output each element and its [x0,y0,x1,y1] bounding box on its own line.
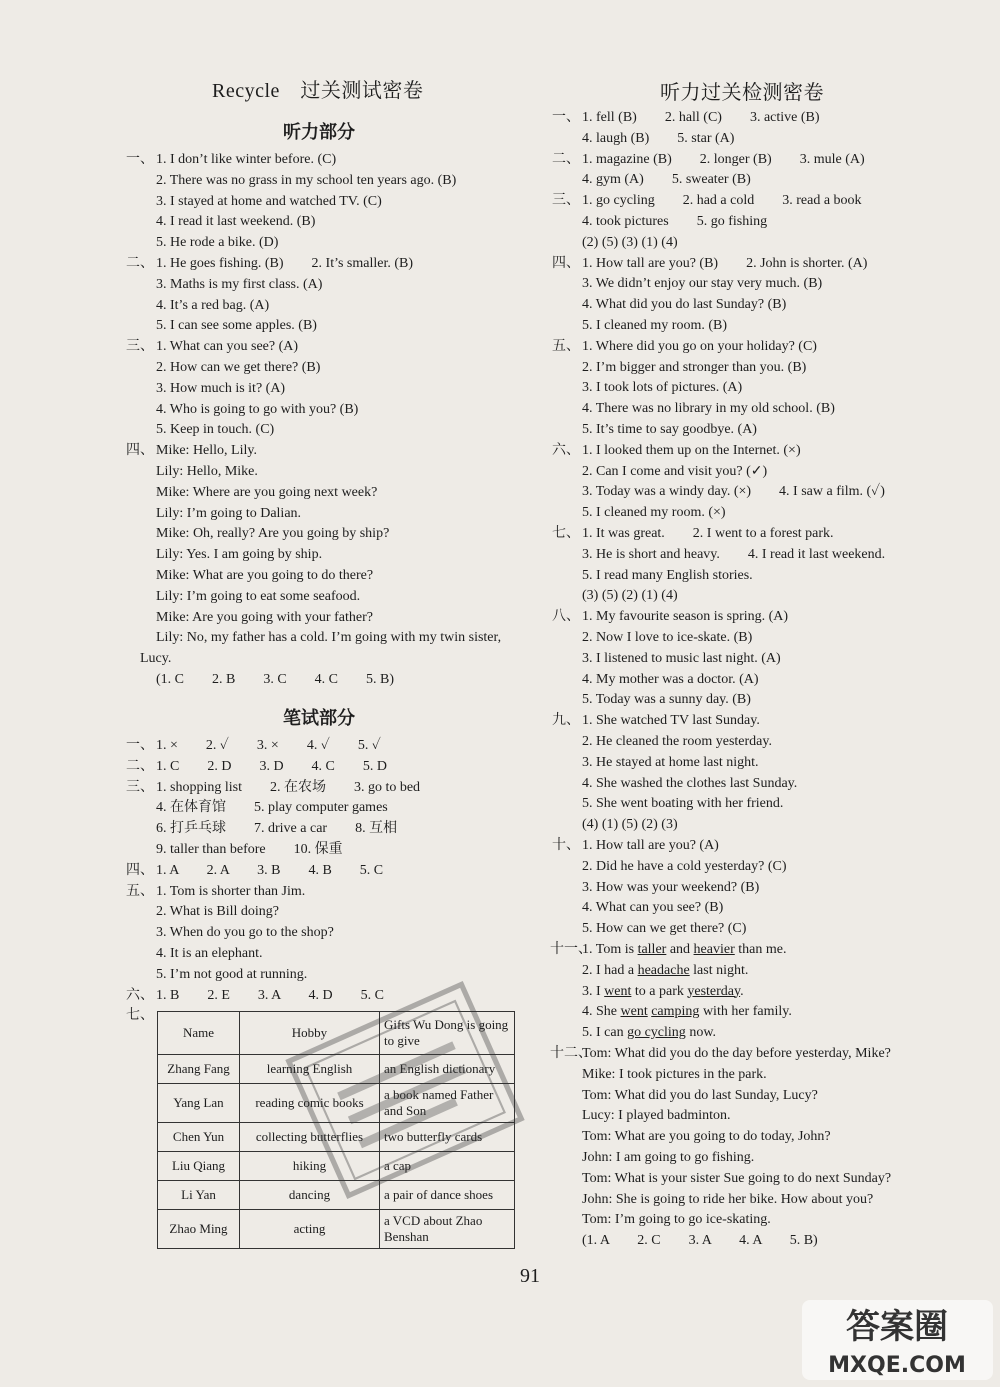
answer-line [124,882,305,903]
answer-text: Tom: What did you do the day before yesterday, Mike? [582,1046,891,1061]
question-number: 十、 [552,838,580,853]
question-number: 一、 [552,110,580,125]
answer-text: 5. I can see some apples. (B) [156,318,317,334]
answer-line [124,524,389,545]
answer-text: 5. It’s time to say goodbye. (A) [582,422,757,437]
answer-line [550,1231,818,1252]
question-number: 三、 [552,193,580,209]
answer-line [124,944,263,965]
answer-line [124,296,269,317]
answer-text: Mike: What are you going to do there? [156,568,374,583]
answer-text: Lily: I’m going to eat some seafood. [156,588,361,604]
answer-text: 1. How tall are you? (A) [582,838,719,853]
question-number: 三、 [126,779,154,795]
answer-line [550,482,885,503]
underlined-word: went [620,1004,648,1020]
underlined-word: heavier [693,942,735,957]
answer-line [550,753,759,774]
answer-text: (3) (5) (2) (1) (4) [582,588,678,604]
table-row [158,1123,515,1152]
table-cell: Li Yan [158,1181,240,1210]
answer-text: 4. What can you see? (B) [582,900,724,916]
table-cell: an English dictionary [380,1055,515,1084]
answer-line [550,898,723,919]
table-row [158,1210,515,1249]
table-cell: Zhao Ming [158,1210,240,1249]
answer-text: 1. C 2. D 3. D 4. C 5. D [156,758,388,774]
answer-text: Lily: No, my father has a cold. I’m going with my twin sister, [156,630,502,646]
answer-line [550,524,834,545]
answer-text: 1. B 2. E 3. A 4. D 5. C [156,987,384,1003]
answer-text: 5. I cleaned my room. (B) [582,318,728,333]
answer-text: 4. What did you do last Sunday? (B) [582,297,787,313]
table-cell: two butterfly cards [380,1123,515,1152]
table-header-cell: Gifts Wu Dong is going to give [380,1012,515,1055]
answer-text: 5. She went boating with her friend. [582,796,784,812]
answer-text: 4. Who is going to go with you? (B) [156,401,359,417]
answer-line [550,836,719,857]
answer-text: 3. I took lots of pictures. (A) [582,380,743,396]
answer-text: 1. I don’t like winter before. (C) [156,152,337,167]
question-number: 九、 [552,713,580,729]
answer-text: Lily: Yes. I am going by ship. [156,547,323,563]
answer-line [550,1127,831,1148]
answer-text: 5. I can [582,1025,628,1041]
answer-text: 1. I looked them up on the Internet. (×) [582,442,801,458]
table-cell: learning English [240,1055,380,1084]
answer-line [124,275,322,296]
answer-line [550,878,759,899]
answer-text: (1. A 2. C 3. A 4. A 5. B) [582,1233,818,1249]
table-cell: collecting butterflies [240,1123,380,1152]
answer-line [124,504,301,525]
answer-line [550,628,752,649]
table-cell: Liu Qiang [158,1152,240,1181]
answer-line [550,1169,891,1190]
answer-line [124,192,382,213]
answer-line [124,545,322,566]
answer-text: 2. What is Bill doing? [156,904,280,920]
answer-text: 2. Now I love to ice-skate. (B) [582,630,753,645]
underlined-word: taller [637,942,667,957]
answer-text: 3. How much is it? (A) [156,380,286,396]
answer-text: 5. I’m not good at running. [156,966,308,982]
answer-line [550,815,678,836]
answer-text: 1. magazine (B) 2. longer (B) 3. mule (A) [582,151,865,167]
question-number: 一、 [126,152,154,167]
answer-text: 1. How tall are you? (B) 2. John is shorter. (A) [582,255,868,271]
answer-text: 1. shopping list 2. 在农场 3. go to bed [156,779,421,795]
answer-line [550,503,726,524]
answer-line [550,794,783,815]
answer-line [550,586,678,607]
answer-text: John: I am going to go fishing. [582,1150,755,1165]
answer-line [550,129,734,150]
answer-line [550,274,822,295]
answer-line [550,1065,767,1086]
answer-line [124,628,501,649]
answer-text: . [740,983,744,999]
page-number: 91 [520,1265,540,1287]
answer-text: 4. There was no library in my old school. (B) [582,401,835,417]
answer-text: 2. He cleaned the room yesterday. [582,734,772,749]
question-number: 四、 [126,862,154,878]
table-cell: Yang Lan [158,1084,240,1123]
answer-line [550,191,862,212]
answer-line [550,982,744,1003]
section-heading-listening: 听力部分 [283,122,355,142]
answer-text: John: She is going to ride her bike. How about you? [582,1191,874,1207]
table-row [158,1181,515,1210]
answer-text: 3. Today was a windy day. (×) 4. I saw a film. (✓) [582,484,885,500]
answer-line [124,986,384,1007]
answer-text: now. [685,1025,717,1041]
answer-text: 1. go cycling 2. had a cold 3. read a book [582,193,862,209]
answer-line [124,798,388,819]
question-number: 六、 [552,442,580,458]
table-cell: Zhang Fang [158,1055,240,1084]
table-cell: dancing [240,1181,380,1210]
answer-line [124,150,336,171]
answer-line [550,1044,891,1065]
answer-text: 4. She washed the clothes last Sunday. [582,775,798,791]
answer-line [124,233,278,254]
answer-line [124,483,377,504]
table-cell: hiking [240,1152,380,1181]
answer-text: 3. He is short and heavy. 4. I read it last weekend. [582,546,886,562]
answer-text: Tom: What is your sister Sue going to do next Sunday? [582,1170,892,1186]
question-number: 四、 [126,443,154,459]
answer-text: 5. I cleaned my room. (×) [582,505,726,521]
answer-text: 2. There was no grass in my school ten years ago. (B) [156,172,457,188]
answer-line [124,441,257,462]
answer-line [124,462,258,483]
answer-line [124,778,420,799]
answer-line [550,212,767,233]
answer-text: Mike: Hello, Lily. [156,443,257,459]
answer-text: Mike: Are you going with your father? [156,609,373,625]
question-number: 十一、 [550,942,592,957]
answer-line [550,545,885,566]
answer-line [550,254,867,275]
answer-text: 2. I had a [582,962,638,978]
answer-line [550,857,786,878]
answer-line [124,757,387,778]
answer-text: 4. It is an elephant. [156,946,263,961]
underlined-word: camping [651,1004,700,1020]
answer-line [124,923,334,944]
table-header-cell: Hobby [240,1012,380,1055]
table-row [158,1084,515,1123]
answer-line [550,690,751,711]
table-cell: acting [240,1210,380,1249]
answer-text: to a park [631,983,688,999]
answer-line [124,819,397,840]
answer-line [550,961,748,982]
answer-line [124,379,285,400]
underlined-word: go cycling [627,1025,686,1041]
answer-line [124,840,343,861]
answer-text: Lucy. [140,651,172,667]
answer-line [124,420,274,441]
answer-text: 5. I read many English stories. [582,567,753,583]
answer-text: 3. I [582,983,605,999]
answer-text: (1. C 2. B 3. C 4. C 5. B) [156,672,395,687]
question-number: 七、 [552,526,580,541]
answer-line [550,566,753,587]
question-number: 一、 [126,738,154,753]
answer-line [124,254,413,275]
answer-text: 3. We didn’t enjoy our stay very much. (B) [582,276,823,292]
answer-line [550,1023,716,1044]
answer-text: 4. It’s a red bag. (A) [156,297,270,313]
answer-text: Mike: Where are you going next week? [156,484,378,500]
answer-line [124,861,383,882]
answer-text: (4) (1) (5) (2) (3) [582,817,678,833]
answer-line [550,170,751,191]
underlined-word: headache [637,962,690,978]
answer-text: 1. fell (B) 2. hall (C) 3. active (B) [582,110,820,125]
answer-text: and [666,942,694,957]
underlined-word: went [604,983,632,999]
answer-line [124,337,298,358]
answer-text: with her family. [699,1004,792,1020]
answer-line [124,736,381,757]
question-number: 二、 [552,151,580,167]
paper-title: Recycle 过关测试密卷 [212,80,424,102]
answer-text: 5. Keep in touch. (C) [156,422,275,438]
answer-text: 2. Can I come and visit you? (✓) [582,463,768,479]
answer-text: 1. He goes fishing. (B) 2. It’s smaller. (B) [156,256,414,271]
answer-line [550,295,786,316]
answer-line [550,1190,873,1211]
answer-text: 3. When do you go to the shop? [156,925,334,941]
answer-text: 4. I read it last weekend. (B) [156,214,316,230]
table-row [158,1055,515,1084]
answer-line [550,649,781,670]
answer-text: 1. Tom is [582,942,638,957]
answer-line [550,732,772,753]
answer-text: 4. took pictures 5. go fishing [582,214,768,229]
answer-text: than me. [734,942,787,957]
answer-text: 5. Today was a sunny day. (B) [582,692,751,708]
question-number: 三、 [126,339,154,355]
answer-line [550,1002,792,1023]
answer-text: 3. I listened to music last night. (A) [582,650,781,666]
question-number: 二、 [126,758,154,774]
question-number: 五、 [126,883,154,899]
answer-line [550,108,820,129]
table-row [158,1152,515,1181]
answer-text: 4. She [582,1004,621,1020]
answer-text: Tom: I’m going to go ice-skating. [582,1212,771,1228]
answer-text: 1. My favourite season is spring. (A) [582,609,789,625]
question-number: 七、 [126,1008,154,1024]
answer-text: Lily: I’m going to Dalian. [156,505,302,521]
answer-text: 4. gym (A) 5. sweater (B) [582,172,751,188]
question-number: 四、 [552,255,580,271]
answer-line [108,649,171,670]
table-cell: a book named Father and Son [380,1084,515,1123]
svg-text:MXQE.COM: MXQE.COM [828,1353,966,1378]
answer-text: Lily: Hello, Mike. [156,464,258,479]
answer-text: Tom: What did you do last Sunday, Lucy? [582,1087,818,1103]
question-number: 六、 [126,987,154,1003]
answer-line [550,420,757,441]
table-cell: a pair of dance shoes [380,1181,515,1210]
answer-line [550,150,865,171]
answer-line [550,399,835,420]
table-cell: reading comic books [240,1084,380,1123]
answer-text: 1. Tom is shorter than Jim. [156,883,306,899]
paper-title: 听力过关检测密卷 [660,82,824,104]
answer-text: 1. A 2. A 3. B 4. B 5. C [156,862,384,878]
answer-text: 2. How can we get there? (B) [156,360,321,375]
section-heading-writing: 笔试部分 [283,708,355,728]
answer-text: 1. She watched TV last Sunday. [582,713,760,729]
watermark-logo [800,1298,995,1382]
answer-line [124,358,320,379]
table-header-row [158,1012,515,1055]
underlined-word: yesterday [687,983,741,999]
answer-line [124,1006,156,1027]
answer-text: 1. What can you see? (A) [156,339,299,355]
answer-line [124,902,279,923]
answer-text: Tom: What are you going to do today, John? [582,1129,831,1145]
question-number: 五、 [552,338,580,354]
answer-text: (2) (5) (3) (1) (4) [582,234,678,250]
answer-line [550,462,767,483]
answer-text: 3. I stayed at home and watched TV. (C) [156,193,382,209]
answer-line [124,608,373,629]
answer-line [124,965,307,986]
answer-text: 5. How can we get there? (C) [582,921,747,937]
answer-text: 4. My mother was a doctor. (A) [582,671,759,687]
answer-line [550,358,806,379]
hobby-table [157,1011,515,1249]
answer-line [550,337,817,358]
answer-text: 1. Where did you go on your holiday? (C) [582,338,817,354]
answer-line [550,378,742,399]
answer-text: Mike: Oh, really? Are you going by ship? [156,526,390,542]
answer-line [550,607,788,628]
answer-line [550,316,727,337]
answer-line [550,670,759,691]
answer-text: 2. I’m bigger and stronger than you. (B) [582,359,807,375]
answer-line [550,441,801,462]
table-cell: a cap [380,1152,515,1181]
answer-line [124,171,456,192]
answer-text: 4. laugh (B) 5. star (A) [582,130,735,146]
table-cell: a VCD about Zhao Benshan [380,1210,515,1249]
answer-line [550,1106,731,1127]
answer-text: 5. He rode a bike. (D) [156,235,279,251]
answer-line [124,316,317,337]
answer-line [550,940,786,961]
answer-line [550,919,746,940]
answer-text: 1. It was great. 2. I went to a forest park. [582,526,834,541]
answer-line [550,233,678,254]
answer-line [124,400,358,421]
table-cell: Chen Yun [158,1123,240,1152]
answer-line [550,1148,754,1169]
answer-line [124,587,360,608]
answer-text: 6. 打乒乓球 7. drive a car 8. 互相 [156,821,398,837]
answer-text: Lucy: I played badminton. [582,1108,731,1124]
question-number: 八、 [552,609,580,625]
answer-text: Mike: I took pictures in the park. [582,1066,767,1082]
answer-text: 1. × 2. ✓ 3. × 4. ✓ 5. ✓ [156,738,381,753]
table-header-cell: Name [158,1012,240,1055]
answer-text: last night. [689,962,749,978]
answer-line [550,1210,771,1231]
answer-line [550,774,797,795]
answer-line [550,711,760,732]
question-number: 十二、 [550,1046,592,1061]
svg-text:答案圈: 答案圈 [846,1307,948,1347]
answer-line [550,1086,818,1107]
answer-text: 4. 在体育馆 5. play computer games [156,800,388,816]
answer-text: 3. Maths is my first class. (A) [156,276,323,292]
answer-text: 3. He stayed at home last night. [582,754,759,770]
answer-line [124,566,373,587]
answer-line [124,212,315,233]
answer-line [124,670,394,691]
answer-text: 9. taller than before 10. 保重 [156,842,343,857]
question-number: 二、 [126,256,154,271]
answer-text: 3. How was your weekend? (B) [582,879,760,895]
answer-text: 2. Did he have a cold yesterday? (C) [582,858,787,874]
